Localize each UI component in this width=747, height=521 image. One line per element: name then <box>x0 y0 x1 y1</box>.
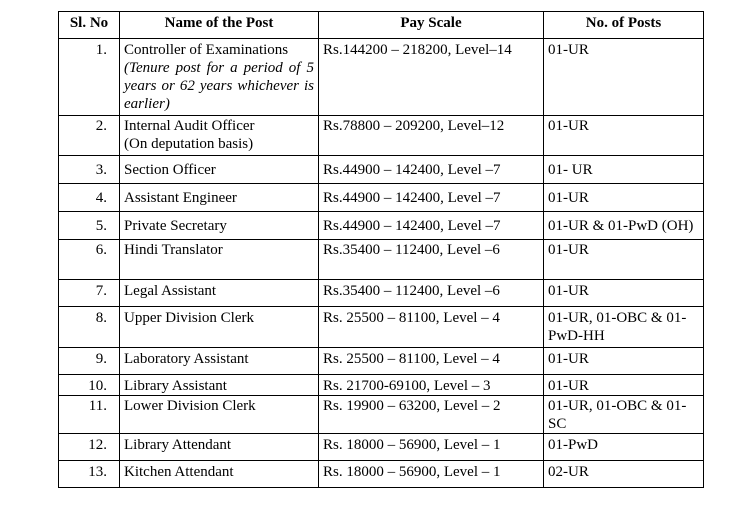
post-name-cell: Laboratory Assistant <box>120 348 319 375</box>
no-of-posts-cell: 01-UR, 01-OBC & 01-SC <box>544 396 704 434</box>
table-row <box>59 156 704 184</box>
header-pay-scale: Pay Scale <box>319 12 544 39</box>
no-of-posts-cell: 01-UR <box>544 348 704 375</box>
pay-scale-cell: Rs. 21700-69100, Level – 3 <box>319 375 544 396</box>
no-of-posts-cell: 01-UR, 01-OBC & 01-PwD-HH <box>544 307 704 348</box>
pay-scale-cell: Rs. 18000 – 56900, Level – 1 <box>319 434 544 461</box>
post-name-cell <box>120 116 319 156</box>
no-of-posts-cell: 01-UR <box>544 280 704 307</box>
post-name-cell: Kitchen Attendant <box>120 461 319 488</box>
post-name-cell: Section Officer <box>120 156 319 184</box>
sl-no-cell: 6. <box>59 240 120 280</box>
sl-no-cell: 4. <box>59 184 120 212</box>
post-name-cell: Library Assistant <box>120 375 319 396</box>
no-of-posts-cell: 01- UR <box>544 156 704 184</box>
sl-no-cell: 9. <box>59 348 120 375</box>
header-sl-no: Sl. No <box>59 12 120 39</box>
sl-no-cell: 8. <box>59 307 120 348</box>
table-row <box>59 280 704 307</box>
post-name: Internal Audit Officer <box>124 118 255 134</box>
sl-no-cell: 11. <box>59 396 120 434</box>
pay-scale-cell: Rs. 18000 – 56900, Level – 1 <box>319 461 544 488</box>
pay-scale-cell: Rs.78800 – 209200, Level–12 <box>319 116 544 156</box>
post-note: (On deputation basis) <box>124 136 254 152</box>
table-row <box>59 240 704 280</box>
sl-no-cell: 5. <box>59 212 120 240</box>
post-name-cell: Upper Division Clerk <box>120 307 319 348</box>
sl-no-cell: 13. <box>59 461 120 488</box>
pay-scale-cell: Rs.44900 – 142400, Level –7 <box>319 212 544 240</box>
no-of-posts-cell: 01-UR <box>544 116 704 156</box>
post-name-cell: Library Attendant <box>120 434 319 461</box>
post-name-cell: Hindi Translator <box>120 240 319 280</box>
post-name-cell: Legal Assistant <box>120 280 319 307</box>
pay-scale-cell: Rs. 25500 – 81100, Level – 4 <box>319 307 544 348</box>
table-row <box>59 375 704 396</box>
header-post-name: Name of the Post <box>120 12 319 39</box>
no-of-posts-cell: 02-UR <box>544 461 704 488</box>
post-name-cell: Private Secretary <box>120 212 319 240</box>
pay-scale-cell: Rs.44900 – 142400, Level –7 <box>319 156 544 184</box>
no-of-posts-cell: 01-UR <box>544 240 704 280</box>
post-name-cell: Assistant Engineer <box>120 184 319 212</box>
table-row <box>59 212 704 240</box>
post-name-cell: Lower Division Clerk <box>120 396 319 434</box>
sl-no-cell: 1. <box>59 39 120 116</box>
table-row <box>59 184 704 212</box>
sl-no-cell: 12. <box>59 434 120 461</box>
table-row <box>59 348 704 375</box>
pay-scale-cell: Rs.35400 – 112400, Level –6 <box>319 240 544 280</box>
table-row <box>59 39 704 116</box>
pay-scale-cell: Rs. 19900 – 63200, Level – 2 <box>319 396 544 434</box>
table-row <box>59 434 704 461</box>
sl-no-cell: 3. <box>59 156 120 184</box>
sl-no-cell: 10. <box>59 375 120 396</box>
no-of-posts-cell: 01-UR <box>544 375 704 396</box>
sl-no-cell: 7. <box>59 280 120 307</box>
post-note: (Tenure post for a period of 5 years or 62 years whichever is earlier) <box>124 60 314 112</box>
no-of-posts-cell: 01-PwD <box>544 434 704 461</box>
header-no-of-posts: No. of Posts <box>544 12 704 39</box>
no-of-posts-cell: 01-UR <box>544 39 704 116</box>
post-name-cell <box>120 39 319 116</box>
post-name: Controller of Examinations <box>124 42 289 58</box>
pay-scale-cell: Rs. 25500 – 81100, Level – 4 <box>319 348 544 375</box>
table-row <box>59 461 704 488</box>
header-row <box>59 12 704 39</box>
pay-scale-cell: Rs.44900 – 142400, Level –7 <box>319 184 544 212</box>
pay-scale-cell: Rs.35400 – 112400, Level –6 <box>319 280 544 307</box>
posts-table <box>58 11 704 488</box>
table-row <box>59 396 704 434</box>
no-of-posts-cell: 01-UR & 01-PwD (OH) <box>544 212 704 240</box>
table-row <box>59 307 704 348</box>
no-of-posts-cell: 01-UR <box>544 184 704 212</box>
table-row <box>59 116 704 156</box>
pay-scale-cell: Rs.144200 – 218200, Level–14 <box>319 39 544 116</box>
sl-no-cell: 2. <box>59 116 120 156</box>
